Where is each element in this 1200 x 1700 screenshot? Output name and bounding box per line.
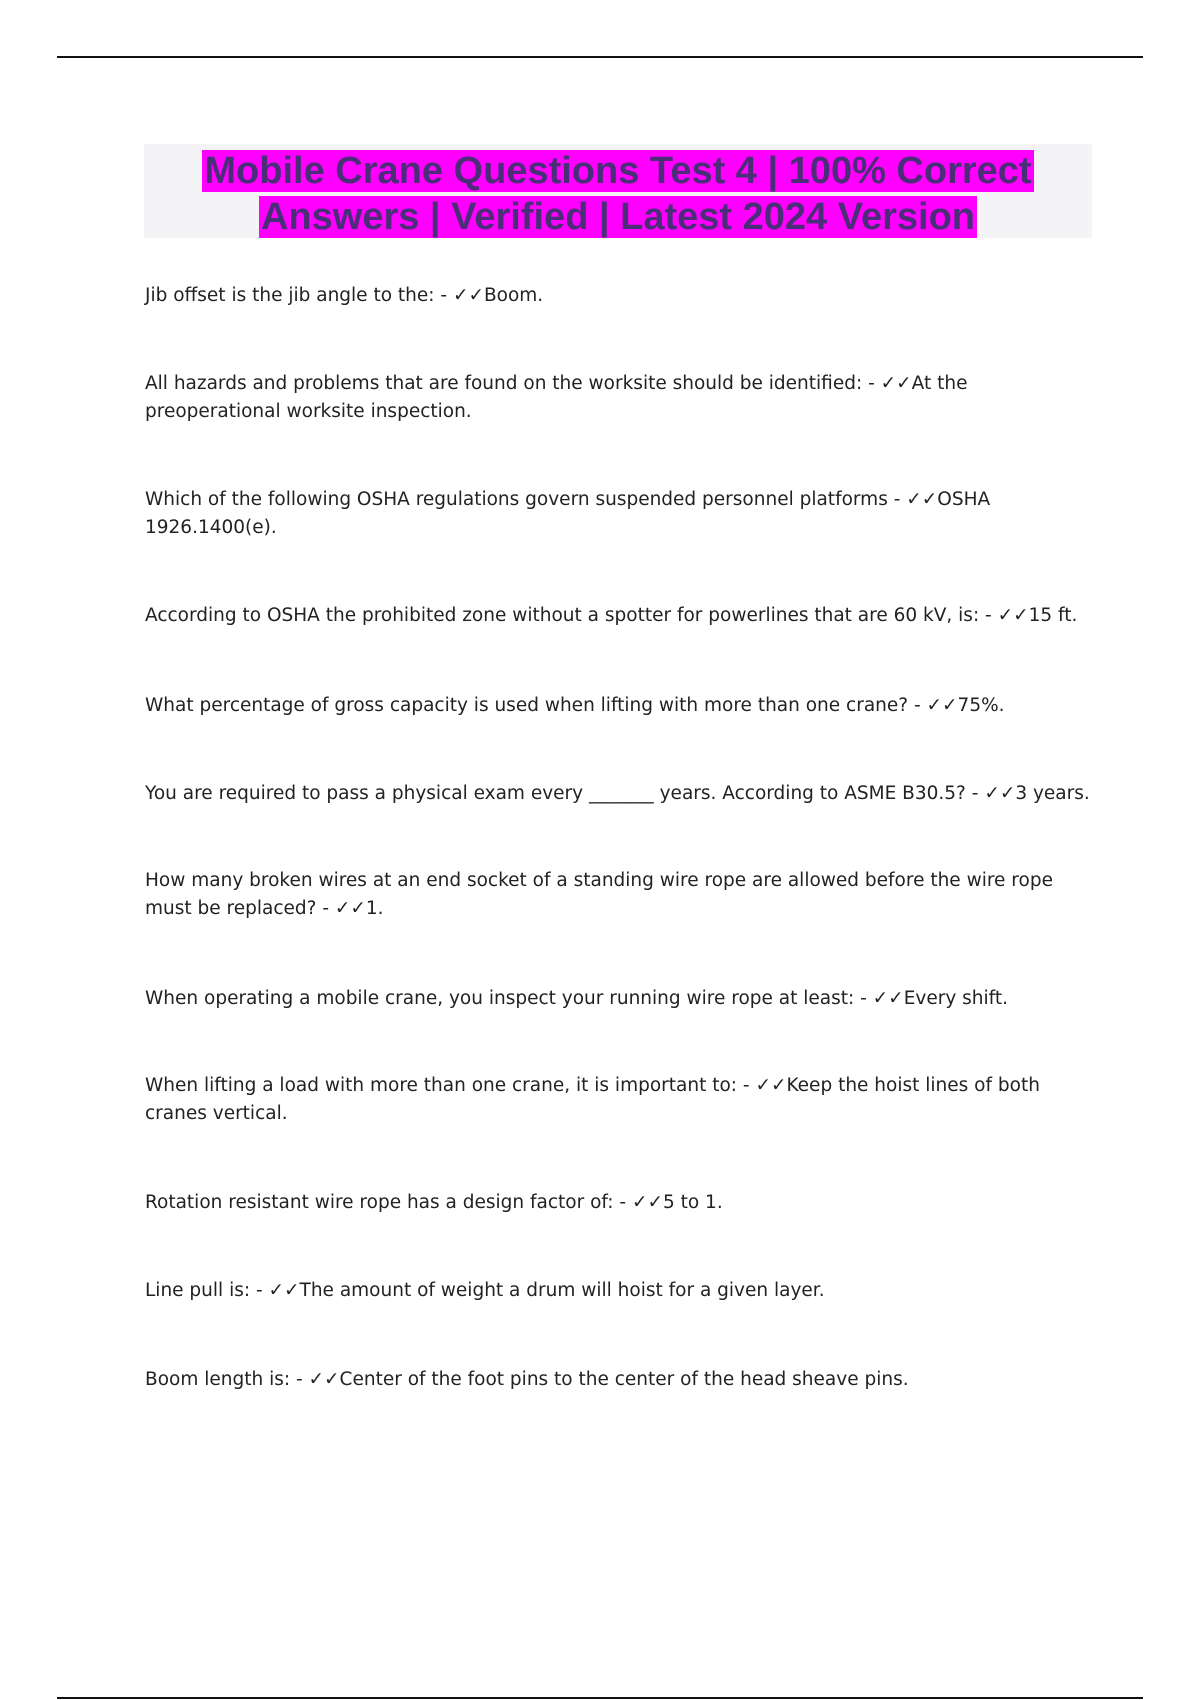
- separator: -: [862, 373, 881, 394]
- question-text: According to OSHA the prohibited zone without a spotter for powerlines that are 60 kV, is:: [145, 605, 980, 626]
- document-title: Mobile Crane Questions Test 4 | 100% Correct Answers | Verified | Latest 2024 Version: [204, 150, 1032, 238]
- double-check-icon: ✓✓: [880, 373, 912, 394]
- separator: -: [613, 1192, 632, 1213]
- question-text: Line pull is:: [145, 1280, 251, 1301]
- qa-item: [145, 780, 1095, 808]
- separator: -: [887, 489, 907, 510]
- qa-item: [145, 1072, 1095, 1128]
- answer-text: 1.: [365, 898, 384, 919]
- double-check-icon: ✓✓: [906, 489, 938, 510]
- separator: -: [434, 285, 453, 306]
- double-check-icon: ✓✓: [926, 695, 958, 716]
- answer-text: The amount of weight a drum will hoist for a given layer.: [299, 1280, 825, 1301]
- qa-item: [145, 1189, 1095, 1217]
- question-text: Rotation resistant wire rope has a design factor of:: [145, 1192, 614, 1213]
- answer-text: Boom.: [483, 285, 544, 306]
- qa-item: [145, 486, 1095, 542]
- separator: -: [965, 783, 985, 804]
- separator: -: [250, 1280, 269, 1301]
- answer-text: Every shift.: [903, 988, 1008, 1009]
- double-check-icon: ✓✓: [631, 1192, 663, 1213]
- qa-item: [145, 1366, 1095, 1394]
- separator: -: [737, 1075, 756, 1096]
- qa-item: [145, 1277, 1095, 1305]
- question-text: All hazards and problems that are found on the worksite should be identified:: [145, 373, 863, 394]
- separator: -: [979, 605, 998, 626]
- qa-item: [145, 985, 1095, 1013]
- qa-item: [145, 282, 1095, 310]
- qa-item: [145, 370, 1095, 426]
- qa-item: [145, 867, 1095, 923]
- answer-text: 15 ft.: [1028, 605, 1078, 626]
- answer-text: At the preoperational worksite inspection.: [145, 373, 968, 422]
- answer-text: OSHA 1926.1400(e).: [145, 489, 991, 538]
- question-text: How many broken wires at an end socket of a standing wire rope are allowed before the wire rope must be replaced?: [145, 870, 1053, 919]
- question-text: What percentage of gross capacity is used when lifting with more than one crane?: [145, 695, 909, 716]
- double-check-icon: ✓✓: [334, 898, 366, 919]
- question-text: Jib offset is the jib angle to the:: [145, 285, 435, 306]
- answer-text: Keep the hoist lines of both cranes vertical.: [145, 1075, 1040, 1124]
- double-check-icon: ✓✓: [308, 1369, 340, 1390]
- qa-item: [145, 692, 1095, 720]
- separator: -: [908, 695, 927, 716]
- double-check-icon: ✓✓: [872, 988, 904, 1009]
- separator: -: [316, 898, 335, 919]
- double-check-icon: ✓✓: [755, 1075, 787, 1096]
- question-text: You are required to pass a physical exam every _______ years. According to ASME B30.5?: [145, 783, 966, 804]
- bottom-rule: [57, 1697, 1143, 1699]
- double-check-icon: ✓✓: [452, 285, 484, 306]
- double-check-icon: ✓✓: [997, 605, 1029, 626]
- double-check-icon: ✓✓: [984, 783, 1016, 804]
- answer-text: Center of the foot pins to the center of the head sheave pins.: [339, 1369, 909, 1390]
- question-text: When operating a mobile crane, you inspect your running wire rope at least:: [145, 988, 855, 1009]
- answer-text: 5 to 1.: [662, 1192, 723, 1213]
- title-banner: [144, 144, 1092, 238]
- answer-text: 75%.: [957, 695, 1005, 716]
- separator: -: [290, 1369, 309, 1390]
- answer-text: 3 years.: [1015, 783, 1090, 804]
- top-rule: [57, 56, 1143, 58]
- question-text: When lifting a load with more than one crane, it is important to:: [145, 1075, 738, 1096]
- double-check-icon: ✓✓: [268, 1280, 300, 1301]
- qa-item: [145, 602, 1095, 630]
- question-text: Which of the following OSHA regulations govern suspended personnel platforms: [145, 489, 888, 510]
- question-text: Boom length is:: [145, 1369, 291, 1390]
- separator: -: [854, 988, 873, 1009]
